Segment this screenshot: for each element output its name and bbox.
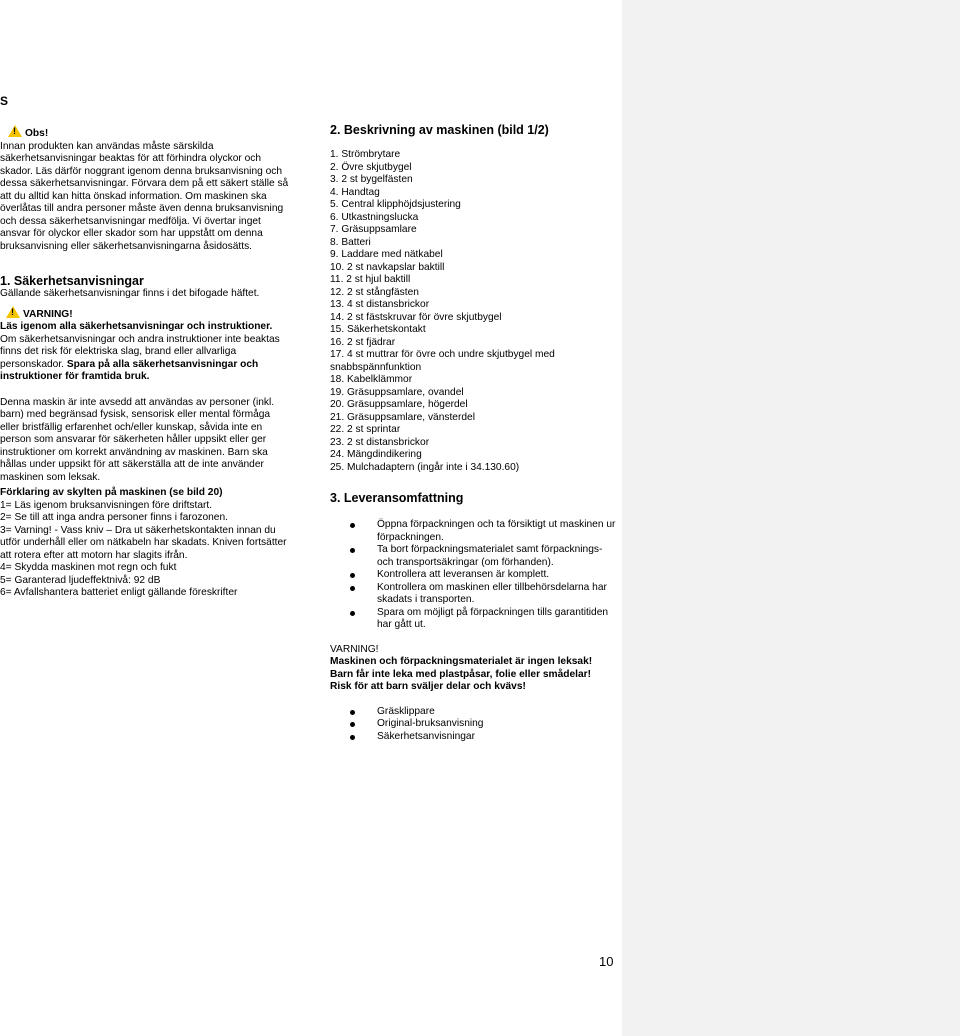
obs-title: Obs! xyxy=(25,128,49,139)
warning-bold-text: Läs igenom alla säkerhetsanvisningar och instruktioner. xyxy=(0,321,273,332)
list-item: 4= Skydda maskinen mot regn och fukt xyxy=(0,562,177,573)
section-1-subtext: Gällande säkerhetsanvisningar finns i det bifogade häftet. xyxy=(0,288,260,299)
list-item: 10. 2 st navkapslar baktill xyxy=(330,261,445,273)
list-item: 12. 2 st stångfästen xyxy=(330,286,419,298)
list-item: 13. 4 st distansbrickor xyxy=(330,299,430,310)
list-item: 25. Mulchadaptern (ingår inte i 34.130.60) xyxy=(330,461,520,473)
section-1 xyxy=(0,274,290,484)
delivery-warning-line: Maskinen och förpackningsmaterialet är ingen leksak! xyxy=(330,656,593,667)
package-contents xyxy=(330,706,620,744)
list-item: 6. Utkastningslucka xyxy=(330,211,419,223)
list-item: 7. Gräsuppsamlare xyxy=(330,224,417,235)
list-item: 9. Laddare med nätkabel xyxy=(330,249,443,260)
obs-notice xyxy=(0,125,290,253)
list-item: 15. Säkerhetskontakt xyxy=(330,324,426,335)
section-3 xyxy=(330,491,620,743)
list-item: 23. 2 st distansbrickor xyxy=(330,436,430,448)
list-item: 11. 2 st hjul baktill xyxy=(330,274,411,285)
warning-body xyxy=(0,334,290,384)
list-item: Original-bruksanvisning xyxy=(330,718,620,731)
signs-heading: Förklaring av skylten på maskinen (se bild 20) xyxy=(0,487,223,498)
list-item: 14. 2 st fästskruvar för övre skjutbygel xyxy=(330,311,502,323)
list-item: Ta bort förpackningsmaterialet samt förpacknings- och transportsäkringar (om förhanden). xyxy=(330,544,620,569)
warning-bold-text-2: Spara på alla säkerhetsanvisningar och instruktioner för framtida bruk. xyxy=(0,358,259,382)
signs-list xyxy=(0,500,290,600)
list-item: 24. Mängdindikering xyxy=(330,449,422,460)
list-item: 21. Gräsuppsamlare, vänsterdel xyxy=(330,411,475,423)
delivery-warning-title: VARNING! xyxy=(330,643,379,655)
delivery-steps xyxy=(330,519,620,632)
obs-text: Innan produkten kan användas måste särskilda säkerhetsanvisningar beaktas för att förhindra olyckor och skador. Läs därför noggrant igenom denna bruksanvisning och dessa säkerhetsanvisningar. Förvara dem på ett säkert ställe så att du alltid kan hitta önskad information. Om maskinen ska överlåtas till andra personer måste även denna bruksanvisning och dessa säkerhetsanvisningar medfölja. Vi övertar inget ansvar för olyckor eller skador som har uppstått om denna bruksanvisning eller säkerhetsanvisningarna åsidosätts. xyxy=(0,140,289,252)
signs-explanation xyxy=(0,487,290,600)
list-item: 4. Handtag xyxy=(330,186,380,198)
section-2-heading: 2. Beskrivning av maskinen (bild 1/2) xyxy=(330,123,549,137)
list-item: 5= Garanterad ljudeffektnivå: 92 dB xyxy=(0,574,161,586)
list-item: 5. Central klipphöjdsjustering xyxy=(330,199,461,210)
list-item: 16. 2 st fjädrar xyxy=(330,336,396,348)
parts-list xyxy=(330,149,620,474)
section-2 xyxy=(330,123,620,474)
warning-icon xyxy=(6,306,20,318)
list-item: 1. Strömbrytare xyxy=(330,149,401,160)
usage-text: Denna maskin är inte avsedd att användas av personer (inkl. barn) med begränsad fysisk, sensorisk eller mental förmåga eller bristfällig erfarenhet och/eller kunskap, såvida inte en person som ansvarar för säkerheten håller uppsikt eller ger instruktioner om korrekt användning av maskinen. Barn ska hållas under uppsikt för att säkerställa att de inte använder maskinen som leksak. xyxy=(0,396,275,483)
list-item: 20. Gräsuppsamlare, högerdel xyxy=(330,399,468,410)
section-1-heading: 1. Säkerhetsanvisningar xyxy=(0,274,144,288)
list-item: 3= Varning! - Vass kniv – Dra ut säkerhetskontakten innan du utför underhåll eller om nätkabeln har skadats. Kniven fortsätter att rotera efter att motorn har slagits ifrån. xyxy=(0,524,287,561)
list-item: Kontrollera om maskinen eller tillbehörsdelarna har skadats i transporten. xyxy=(330,582,620,607)
list-item: 2= Se till att inga andra personer finns i farozonen. xyxy=(0,512,228,523)
list-item: 2. Övre skjutbygel xyxy=(330,161,412,173)
list-item: Spara om möjligt på förpackningen tills garantitiden har gått ut. xyxy=(330,607,620,632)
list-item: 8. Batteri xyxy=(330,236,371,248)
list-item: 17. 4 st muttrar för övre och undre skjutbygel med snabbspännfunktion xyxy=(330,349,555,373)
list-item: Gräsklippare xyxy=(330,706,620,719)
delivery-warning xyxy=(330,644,620,694)
obs-title-line xyxy=(0,125,290,141)
warning-icon xyxy=(8,125,22,137)
warning-title-line xyxy=(0,306,290,322)
section-3-heading: 3. Leveransomfattning xyxy=(330,491,464,505)
delivery-warning-line: Barn får inte leka med plastpåsar, folie eller smådelar! xyxy=(330,668,592,680)
list-item: 22. 2 st sprintar xyxy=(330,424,401,435)
list-item: Säkerhetsanvisningar xyxy=(330,731,620,744)
delivery-warning-line: Risk för att barn sväljer delar och kvävs! xyxy=(330,681,526,692)
page-number: 10 xyxy=(599,954,614,969)
list-item: 19. Gräsuppsamlare, ovandel xyxy=(330,386,464,398)
list-item: Kontrollera att leveransen är komplett. xyxy=(330,569,620,582)
header-letter: S xyxy=(0,94,9,108)
list-item: 1= Läs igenom bruksanvisningen före driftstart. xyxy=(0,499,213,511)
warning-title: VARNING! xyxy=(23,308,73,320)
list-item: 6= Avfallshantera batteriet enligt gällande föreskrifter xyxy=(0,587,238,598)
list-item: Öppna förpackningen och ta försiktigt ut maskinen ur förpackningen. xyxy=(330,519,620,544)
list-item: 3. 2 st bygelfästen xyxy=(330,174,413,185)
page-margin-shade xyxy=(622,0,960,1036)
list-item: 18. Kabelklämmor xyxy=(330,374,413,385)
warning-text: Om säkerhetsanvisningar och andra instruktioner inte beaktas finns det risk för elektriska slag, brand eller allvarliga personskador. xyxy=(0,333,280,370)
